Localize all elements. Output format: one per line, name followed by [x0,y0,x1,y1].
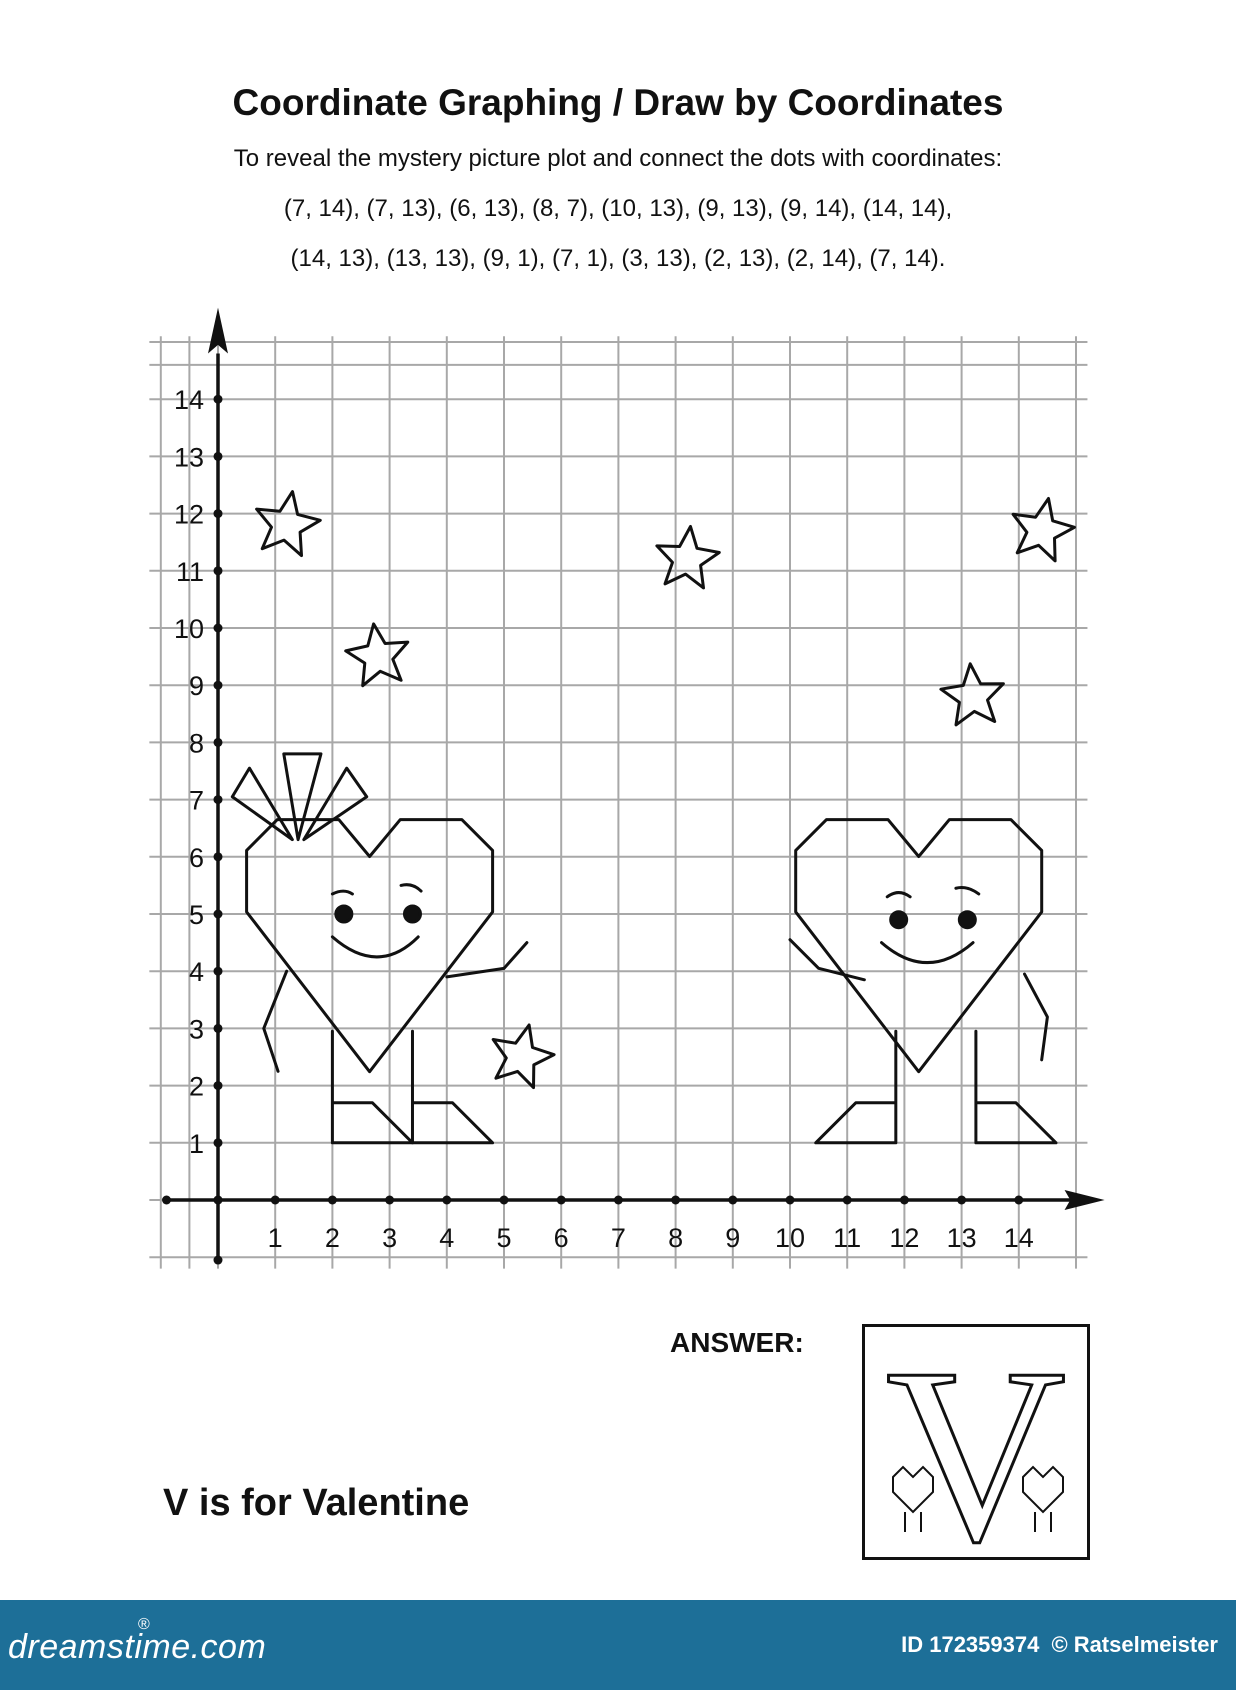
y-tick-label: 3 [188,1014,204,1045]
star-icon [257,492,321,556]
smile [882,943,974,963]
x-tick-label: 7 [610,1223,626,1253]
logo-text: dreamstime.com [8,1628,267,1666]
x-tick-label: 6 [553,1223,569,1253]
x-axis-dot [728,1196,737,1205]
eye-icon [336,906,352,922]
x-tick-label: 14 [1003,1223,1034,1253]
eyebrows [887,888,979,897]
y-tick-label: 8 [188,728,204,759]
x-tick-label: 3 [382,1223,398,1253]
coordinates-line-2: (14, 13), (13, 13), (9, 1), (7, 1), (3, 13), (2, 13), (2, 14), (7, 14). [290,245,946,272]
axes [162,308,1105,1265]
x-axis-dot [162,1196,171,1205]
x-tick-label: 2 [324,1223,340,1253]
eyebrows [332,885,421,894]
x-axis-dot [786,1196,795,1205]
x-tick-label: 9 [725,1223,741,1253]
y-tick-label: 13 [173,442,204,473]
eye-icon [891,912,907,928]
footer-bar [0,1600,1236,1690]
x-axis-dot [614,1196,623,1205]
x-axis-dot [271,1196,280,1205]
y-tick-label: 14 [173,385,204,416]
y-tick-label: 7 [188,785,204,816]
registered-mark: ® [138,1616,151,1633]
image-id: ID 172359374 [901,1632,1040,1657]
star-icon [1013,499,1074,561]
arm-right [1025,974,1048,1060]
image-credit [901,1632,1218,1658]
x-tick-label: 10 [774,1223,806,1253]
x-axis-dot [671,1196,680,1205]
y-axis-dot [214,738,223,747]
y-axis-dot [214,910,223,919]
leg [816,1031,896,1143]
dreamstime-logo[interactable] [8,1616,267,1667]
answer-box [862,1324,1090,1560]
y-axis-dot [214,795,223,804]
answer-illustration [865,1327,1087,1557]
y-tick-label: 1 [188,1128,204,1159]
eye-icon [404,906,420,922]
answer-label: ANSWER: [670,1327,804,1358]
x-axis-arrow-icon [1065,1190,1105,1210]
y-axis-dot [214,395,223,404]
answer-letter: V [885,1327,1067,1557]
x-tick-label: 8 [668,1223,684,1253]
grid-lines [149,336,1087,1268]
y-axis-dot [214,624,223,633]
x-axis-dot [385,1196,394,1205]
y-axis-dot [214,681,223,690]
y-tick-label: 12 [173,499,204,530]
star-icon [657,527,719,588]
x-tick-label: 12 [889,1223,920,1253]
y-axis-dot [214,1138,223,1147]
y-axis-dot [214,1196,223,1205]
x-axis-dot [500,1196,509,1205]
x-axis-dot [328,1196,337,1205]
y-axis-dot [214,1256,223,1265]
y-axis-dot [214,967,223,976]
smile [332,937,418,957]
star-icon [346,624,408,686]
y-axis-dot [214,566,223,575]
eye-icon [959,912,975,928]
x-axis-dot [843,1196,852,1205]
y-axis-dot [214,1024,223,1033]
y-tick-label: 10 [173,614,204,644]
x-tick-label: 5 [496,1223,512,1253]
coordinates-line-1: (7, 14), (7, 13), (6, 13), (8, 7), (10, 13), (9, 13), (9, 14), (14, 14), [283,195,953,222]
y-axis-dot [214,452,223,461]
x-tick-label: 11 [833,1223,862,1253]
y-tick-label: 5 [188,900,204,930]
page-title: Coordinate Graphing / Draw by Coordinates [232,82,1004,123]
y-axis-dot [214,852,223,861]
star-icon [941,664,1004,725]
x-axis-dot [1014,1196,1023,1205]
x-axis-dot [557,1196,566,1205]
x-axis-dot [957,1196,966,1205]
leg [332,1031,412,1143]
caption: V is for Valentine [163,1482,470,1524]
decorations [232,492,1074,1143]
x-axis-dot [442,1196,451,1205]
y-tick-label: 2 [188,1071,204,1102]
x-axis-dot [900,1196,909,1205]
leg [412,1031,492,1143]
author-name: Ratselmeister [1073,1632,1218,1657]
x-tick-label: 13 [946,1223,977,1253]
y-tick-label: 9 [188,671,204,702]
arm-left [790,940,864,980]
x-tick-label: 4 [439,1223,455,1253]
y-axis-dot [214,1081,223,1090]
star-icon [493,1025,554,1088]
copyright-symbol: © [1051,1632,1068,1657]
y-tick-label: 11 [175,556,204,587]
instructions-text: To reveal the mystery picture plot and connect the dots with coordinates: [233,145,1003,172]
y-tick-label: 6 [188,842,204,873]
y-axis-dot [214,509,223,518]
y-tick-label: 4 [188,957,204,988]
x-tick-label: 1 [267,1223,283,1253]
